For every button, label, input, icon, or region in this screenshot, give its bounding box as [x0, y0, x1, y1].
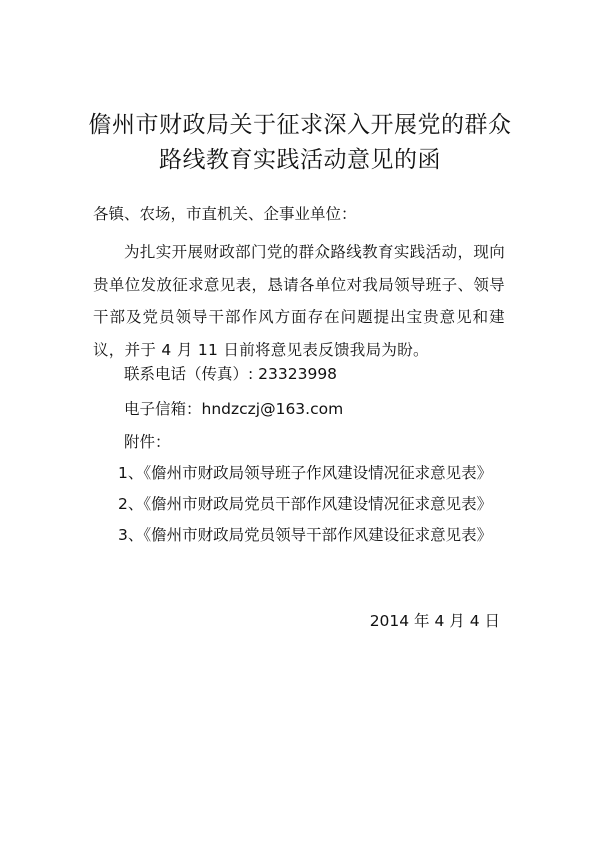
attachment-item: 1、《儋州市财政局领导班子作风建设情况征求意见表》: [118, 464, 493, 482]
salutation: 各镇、农场，市直机关、企事业单位：: [93, 205, 357, 223]
attachments-label: 附件：: [124, 433, 171, 451]
attachment-item: 2、《儋州市财政局党员干部作风建设情况征求意见表》: [118, 495, 493, 513]
body-paragraph: 为扎实开展财政部门党的群众路线教育实践活动，现向贵单位发放征求意见表，恳请各单位对我局领导班子、领导干部及党员领导干部作风方面存在问题提出宝贵意见和建议，并于 4 月 11 日前将意见表反馈我局为盼。: [93, 243, 505, 359]
document-title-line-1: 儋州市财政局关于征求深入开展党的群众: [88, 112, 512, 138]
contact-phone: 联系电话（传真）: 23323998: [124, 365, 338, 383]
attachment-item: 3、《儋州市财政局党员领导干部作风建设征求意见表》: [118, 526, 493, 544]
document-date: 2014 年 4 月 4 日: [369, 612, 500, 630]
document-title-line-2: 路线教育实践活动意见的函: [159, 147, 441, 173]
contact-email: 电子信箱：hndzczj@163.com: [124, 400, 344, 418]
